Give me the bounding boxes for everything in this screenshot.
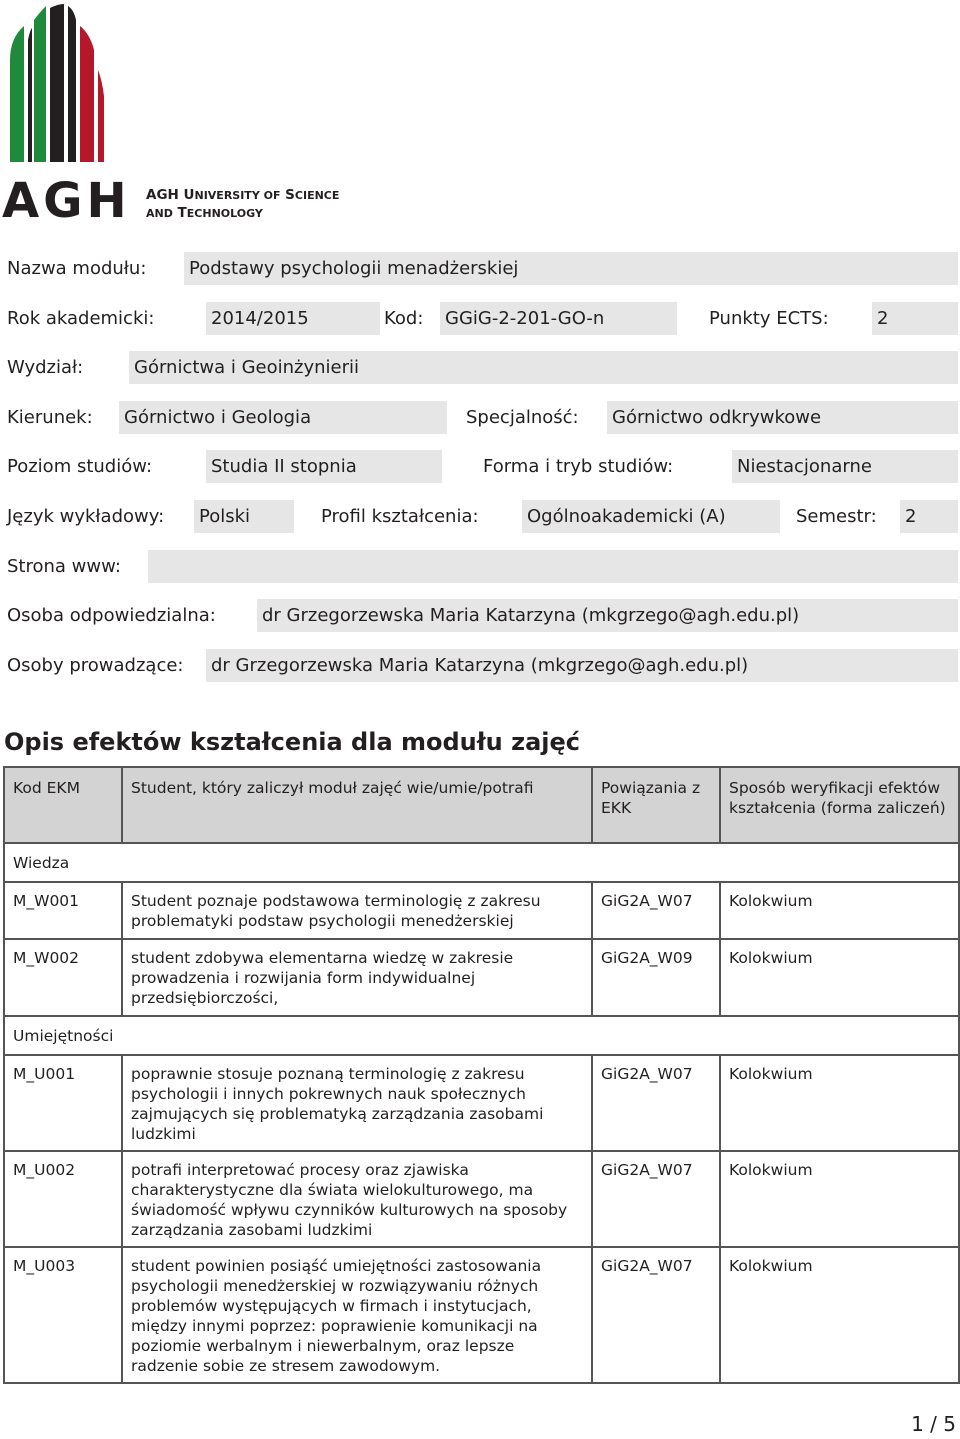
cell-verification: Kolokwium [720, 1247, 959, 1383]
cell-code: M_U003 [4, 1247, 122, 1383]
cell-code: M_W002 [4, 939, 122, 1016]
section-title: Opis efektów kształcenia dla modułu zajęć [4, 728, 581, 756]
category-row-wiedza [4, 843, 959, 882]
language-value: Polski [194, 500, 294, 533]
cell-code: M_U002 [4, 1151, 122, 1247]
language-label: Język wykładowy: [7, 506, 165, 527]
header-code: Kod EKM [4, 767, 122, 843]
page-number: 1 / 5 [911, 1412, 956, 1436]
specialty-label: Specjalność: [466, 407, 579, 428]
table-row [4, 1247, 959, 1383]
cell-description: student powinien posiąść umiejętności zastosowania psychologii menedżerskiej w rozwiązywaniu różnych problemów występujących w firmach i instytucjach, między innymi poprzez: poprawienie komunikacji na poziomie werbalnym i niewerbalnym, oraz lepsze radzenie sobie ze stresem zawodowym. [122, 1247, 592, 1383]
table-row [4, 1151, 959, 1247]
module-name-label: Nazwa modułu: [7, 258, 147, 279]
field-value: Górnictwo i Geologia [119, 401, 447, 434]
table-row [4, 882, 959, 939]
row-level [0, 450, 960, 483]
header-verification: Sposób weryfikacji efektów kształcenia (forma zaliczeń) [720, 767, 959, 843]
cell-ekk: GiG2A_W07 [592, 1247, 720, 1383]
specialty-value: Górnictwo odkrywkowe [607, 401, 958, 434]
form-value: Niestacjonarne [732, 450, 958, 483]
cell-description: student zdobywa elementarna wiedzę w zakresie prowadzenia i rozwijania form indywidualnej przedsiębiorczości, [122, 939, 592, 1016]
cell-description: Student poznaje podstawowa terminologię z zakresu problematyki podstaw psychologii menedżerskiej [122, 882, 592, 939]
category-umiejetnosci: Umiejętności [4, 1016, 959, 1055]
logo-line1: AGH UNIVERSITY OF SCIENCE [146, 187, 340, 203]
faculty-value: Górnictwa i Geoinżynierii [129, 351, 958, 384]
row-language [0, 500, 960, 533]
code-value: GGiG-2-201-GO-n [440, 302, 677, 335]
form-label: Forma i tryb studiów: [483, 456, 674, 477]
logo-line2: AND TECHNOLOGY [146, 205, 263, 221]
year-value: 2014/2015 [206, 302, 380, 335]
header-description: Student, który zaliczył moduł zajęć wie/umie/potrafi [122, 767, 592, 843]
module-name-value: Podstawy psychologii menadżerskiej [184, 252, 958, 285]
cell-ekk: GiG2A_W09 [592, 939, 720, 1016]
teachers-label: Osoby prowadzące: [7, 655, 184, 676]
cell-ekk: GiG2A_W07 [592, 1151, 720, 1247]
profile-label: Profil kształcenia: [321, 506, 479, 527]
semester-value: 2 [900, 500, 958, 533]
cell-description: poprawnie stosuje poznaną terminologię z zakresu psychologii i innych pokrewnych nauk społecznych zajmujących się problematyką zarządzania zasobami ludzkimi [122, 1055, 592, 1151]
responsible-label: Osoba odpowiedzialna: [7, 605, 216, 626]
table-row [4, 1055, 959, 1151]
www-value [148, 550, 958, 583]
header-ekk: Powiązania z EKK [592, 767, 720, 843]
cell-ekk: GiG2A_W07 [592, 882, 720, 939]
cell-verification: Kolokwium [720, 939, 959, 1016]
level-value: Studia II stopnia [206, 450, 442, 483]
cell-ekk: GiG2A_W07 [592, 1055, 720, 1151]
agh-logo-graphic [0, 0, 360, 230]
logo-abbr: AGH [2, 173, 131, 229]
row-year [0, 302, 960, 335]
year-label: Rok akademicki: [7, 308, 155, 329]
level-label: Poziom studiów: [7, 456, 153, 477]
cell-verification: Kolokwium [720, 1151, 959, 1247]
responsible-value: dr Grzegorzewska Maria Katarzyna (mkgrzego@agh.edu.pl) [257, 599, 958, 632]
ects-label: Punkty ECTS: [709, 308, 829, 329]
learning-outcomes-table [3, 766, 960, 1384]
category-row-umiejetnosci [4, 1016, 959, 1055]
category-wiedza: Wiedza [4, 843, 959, 882]
row-module-name [0, 252, 960, 285]
semester-label: Semestr: [796, 506, 877, 527]
field-label: Kierunek: [7, 407, 93, 428]
cell-code: M_U001 [4, 1055, 122, 1151]
row-teachers [0, 649, 960, 682]
ects-value: 2 [872, 302, 958, 335]
row-responsible [0, 599, 960, 632]
cell-verification: Kolokwium [720, 1055, 959, 1151]
row-faculty [0, 351, 960, 384]
row-www [0, 550, 960, 583]
profile-value: Ogólnoakademicki (A) [522, 500, 780, 533]
agh-logo [0, 0, 360, 230]
table-row [4, 939, 959, 1016]
faculty-label: Wydział: [7, 357, 84, 378]
code-label: Kod: [384, 308, 424, 329]
www-label: Strona www: [7, 556, 121, 577]
cell-description: potrafi interpretować procesy oraz zjawiska charakterystyczne dla świata wielokulturowego, ma świadomość wpływu czynników kulturowych na sposoby zarządzania zasobami ludzkimi [122, 1151, 592, 1247]
teachers-value: dr Grzegorzewska Maria Katarzyna (mkgrzego@agh.edu.pl) [206, 649, 958, 682]
row-field [0, 401, 960, 434]
cell-verification: Kolokwium [720, 882, 959, 939]
cell-code: M_W001 [4, 882, 122, 939]
table-header-row [4, 767, 959, 843]
